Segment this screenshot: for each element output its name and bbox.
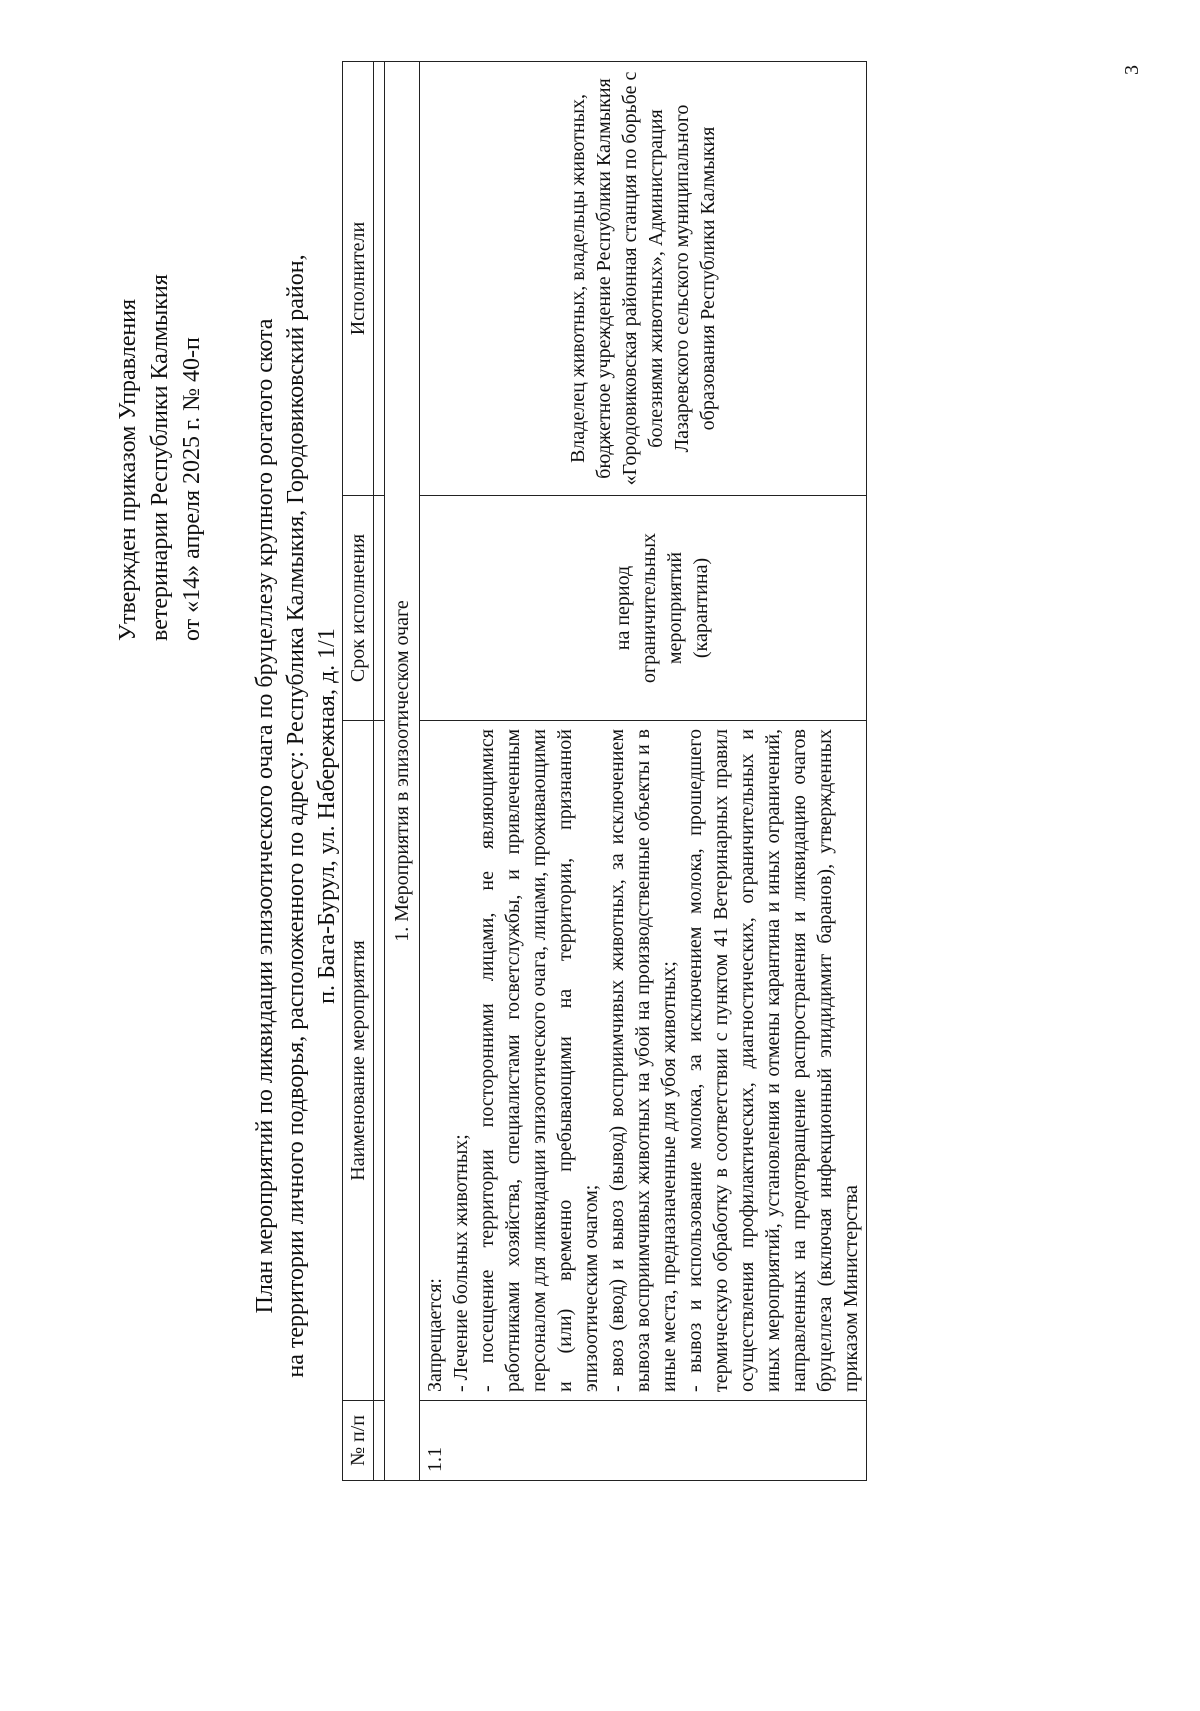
page-number: 3 (1121, 65, 1143, 75)
table-row (420, 62, 867, 1481)
section-title: 1. Мероприятия в эпизоотическом очаге (385, 62, 420, 1481)
measures-table-wrap (342, 61, 867, 1481)
header-name: Наименование мероприятия (343, 721, 374, 1401)
table-header-row (343, 62, 374, 1481)
title-line-1: План мероприятий по ликвидации эпизоотического очага по бруцеллезу крупного рогатого скота (252, 318, 278, 1314)
title-line-2: на территории личного подворья, расположенного по адресу: Республика Калмыкия, Городовиковский район, (283, 254, 309, 1378)
title-line-3: п. Бага-Бурул, ул. Набережная, д. 1/1 (314, 628, 340, 1004)
approval-line-1: Утвержден приказом Управления (115, 298, 141, 641)
header-term: Срок исполнения (343, 496, 374, 721)
section-row (385, 62, 420, 1481)
row-name (420, 721, 867, 1401)
measures-table (342, 61, 867, 1481)
header-executors: Исполнители (343, 62, 374, 496)
row-num: 1.1 (420, 1401, 867, 1481)
row-line-3: - посещение территории посторонними лицами, не являющимися работниками хозяйства, специалистами госветслужбы, и привлеченным персоналом для ликвидации эпизоотического очага, лицами, проживающими и (или) временно пребывающими на территории, признанной эпизоотическим очагом; (476, 729, 602, 1392)
table-spacer-row (374, 62, 385, 1481)
document-title (250, 106, 343, 1526)
approval-line-2: ветеринарии Республики Калмыкия (147, 274, 173, 641)
row-line-2: - Лечение больных животных; (450, 1134, 472, 1392)
header-num: № п/п (343, 1401, 374, 1481)
approval-line-3: от «14» апреля 2025 г. № 40-п (179, 337, 205, 641)
row-line-4: - ввоз (ввод) и вывоз (вывод) восприимчивых животных, за исключением вывоза восприимчивых животных на убой на производственные объекты и в иные места, предназначенные для убоя животных; (606, 729, 680, 1392)
row-executors: Владелец животных, владельцы животных, бюджетное учреждение Республики Калмыкия «Городовиковская районная станция по борьбе с болезнями животных», Администрация Лазаревского сельского муниципального образования Республики Калмыкия (420, 62, 867, 496)
approval-stamp (112, 81, 208, 641)
row-line-5: - вывоз и использование молока, за исключением молока, прошедшего термическую обработку в соответствии с пунктом 41 Ветеринарных правил осуществления профилактических, диагностических, ограничительных и иных мероприятий, установления и отмены карантина и иных ограничений, направленных на предотвращение распространения и ликвидацию очагов бруцеллеза (включая инфекционный эпидидимит баранов), утвержденных приказом Министерства (684, 729, 862, 1392)
rotated-page (0, 11, 1180, 1711)
row-term: на период ограничительных мероприятий (карантина) (420, 496, 867, 721)
row-line-1: Запрещается: (424, 1278, 446, 1392)
